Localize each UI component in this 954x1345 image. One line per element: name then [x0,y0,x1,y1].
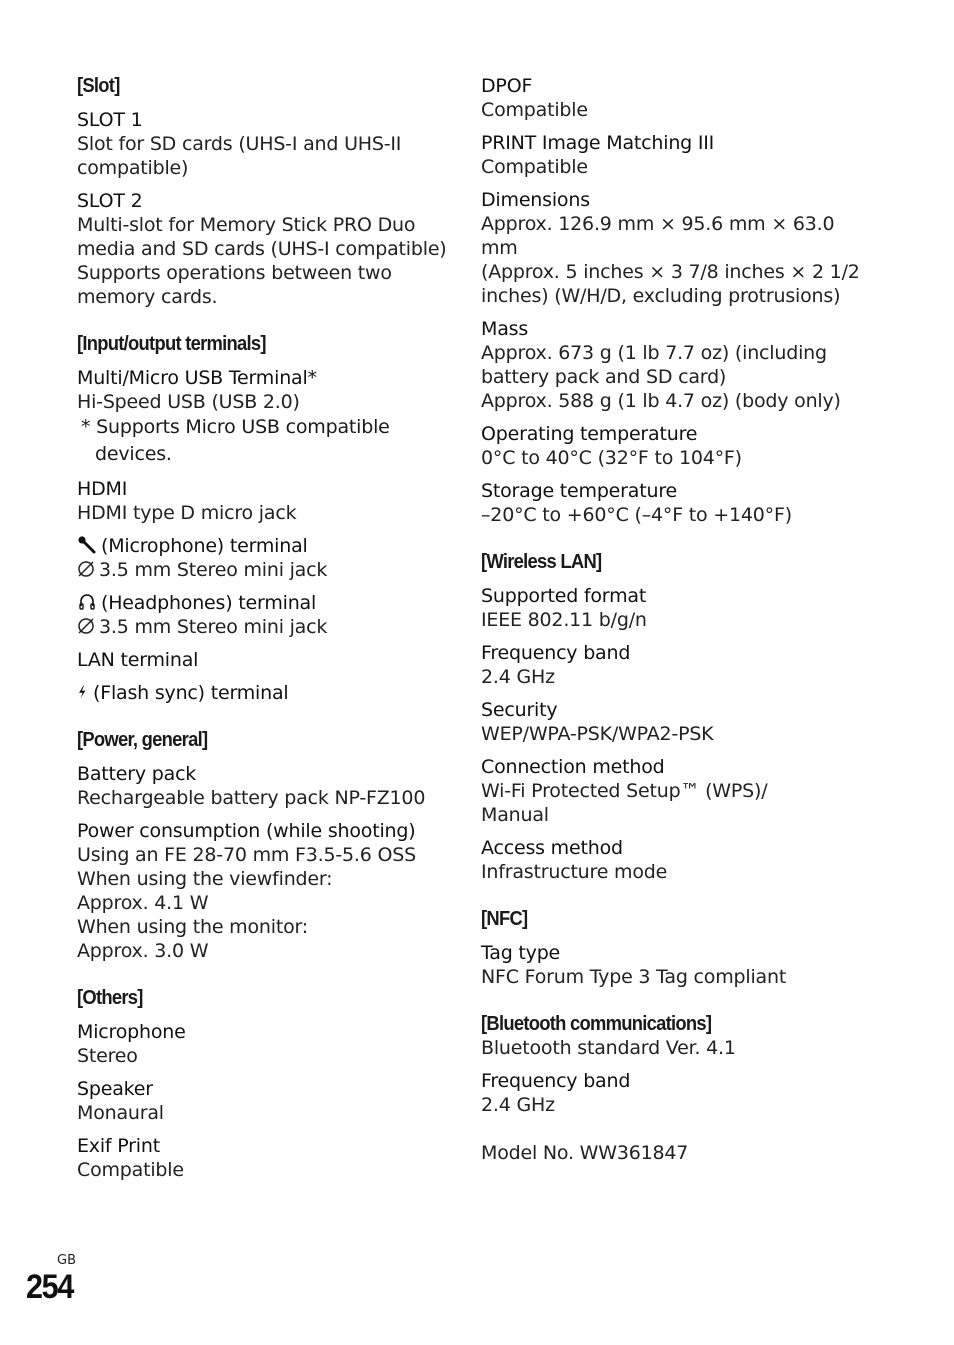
region-code: GB [57,1253,76,1268]
section-heading: [Input/output terminals] [77,333,266,355]
spec-value: Approx. 126.9 mm × 95.6 mm × 63.0 mm [481,213,835,259]
section-heading: [NFC] [481,908,528,930]
spec-label: Power consumption (while shooting) [77,820,416,842]
spec-label: Exif Print [77,1135,160,1157]
spec-storage-temp [481,479,861,527]
spec-label: Frequency band [481,1070,631,1092]
spec-value: 3.5 mm Stereo mini jack [99,616,328,638]
diameter-icon [77,617,95,635]
flash-icon [77,682,91,702]
spec-value: Supports operations between two memory cards. [77,262,392,308]
spec-bt-frequency [481,1069,861,1117]
microphone-icon [77,535,97,555]
spec-lan [77,648,457,672]
spec-value: Slot for SD cards (UHS-I and UHS-II compatible) [77,133,402,179]
spec-label: (Microphone) terminal [101,535,308,557]
spec-value: 2.4 GHz [481,666,555,688]
spec-label: Tag type [481,942,561,964]
spec-value: 3.5 mm Stereo mini jack [99,559,328,581]
spec-label: Frequency band [481,642,631,664]
spec-label: Connection method [481,756,665,778]
spec-value: WEP/WPA-PSK/WPA2-PSK [481,723,714,745]
section-power [77,728,457,963]
spec-pim [481,131,861,179]
spec-value: Wi-Fi Protected Setup™ (WPS)/ Manual [481,780,768,826]
spec-access [481,836,861,884]
spec-speaker [77,1077,457,1125]
section-heading: [Slot] [77,75,120,97]
spec-exif [77,1134,457,1182]
spec-label: Operating temperature [481,423,698,445]
section-nfc [481,907,861,989]
section-io [77,332,457,705]
section-heading: [Others] [77,987,143,1009]
spec-label: Storage temperature [481,480,678,502]
left-column [77,74,457,1191]
spec-dimensions [481,188,861,308]
spec-value: When using the viewfinder: [77,868,333,890]
spec-connection [481,755,861,827]
spec-value: Approx. 673 g (1 lb 7.7 oz) (including battery pack and SD card) [481,342,827,388]
spec-mass [481,317,861,413]
spec-frequency [481,641,861,689]
right-column [481,74,861,1165]
spec-value: 0°C to 40°C (32°F to 104°F) [481,447,742,469]
spec-value: Stereo [77,1045,138,1067]
spec-label: DPOF [481,75,533,97]
spec-usb [77,366,457,468]
spec-label: Supported format [481,585,647,607]
spec-label: Access method [481,837,623,859]
spec-label: (Flash sync) terminal [93,682,289,704]
spec-label: Microphone [77,1021,186,1043]
spec-value: Infrastructure mode [481,861,668,883]
spec-tag-type [481,941,861,989]
spec-label: SLOT 1 [77,109,143,131]
spec-value: Using an FE 28-70 mm F3.5-5.6 OSS [77,844,416,866]
spec-value: HDMI type D micro jack [77,502,297,524]
spec-value: Approx. 4.1 W [77,892,209,914]
diameter-icon [77,560,95,578]
section-heading: [Wireless LAN] [481,551,602,573]
spec-format [481,584,861,632]
spec-label: Speaker [77,1078,153,1100]
spec-power-consumption [77,819,457,963]
model-number: Model No. WW361847 [481,1142,689,1164]
spec-value: Monaural [77,1102,164,1124]
spec-battery [77,762,457,810]
spec-value: IEEE 802.11 b/g/n [481,609,647,631]
section-heading: [Power, general] [77,729,208,751]
spec-slot1 [77,108,457,180]
spec-value: Rechargeable battery pack NP-FZ100 [77,787,426,809]
spec-slot2 [77,189,457,309]
spec-value: Approx. 588 g (1 lb 4.7 oz) (body only) [481,390,841,412]
spec-value: 2.4 GHz [481,1094,555,1116]
spec-dpof [481,74,861,122]
spec-label: PRINT Image Matching III [481,132,715,154]
spec-value: NFC Forum Type 3 Tag compliant [481,966,787,988]
spec-operating-temp [481,422,861,470]
section-heading: [Bluetooth communications] [481,1013,712,1035]
spec-value: When using the monitor: [77,916,308,938]
spec-flash-sync [77,681,457,705]
spec-label: Battery pack [77,763,197,785]
spec-value: –20°C to +60°C (–4°F to +140°F) [481,504,792,526]
spec-microphone [77,1020,457,1068]
spec-label: SLOT 2 [77,190,143,212]
spec-hdmi [77,477,457,525]
footnote: * Supports Micro USB compatible devices. [81,416,390,465]
section-slot [77,74,457,309]
headphones-icon [77,592,97,612]
spec-mic-terminal [77,534,457,582]
section-wireless-lan [481,550,861,884]
spec-headphones-terminal [77,591,457,639]
page-number: 254 [26,1268,74,1306]
spec-value: Hi-Speed USB (USB 2.0) [77,391,300,413]
spec-label: Multi/Micro USB Terminal* [77,367,317,389]
spec-bt-standard [481,1036,861,1060]
spec-label: Mass [481,318,529,340]
spec-value: Multi-slot for Memory Stick PRO Duo media and SD cards (UHS-I compatible) [77,214,447,260]
spec-value: Bluetooth standard Ver. 4.1 [481,1037,736,1059]
spec-label: HDMI [77,478,128,500]
spec-label: Dimensions [481,189,590,211]
spec-security [481,698,861,746]
spec-label: (Headphones) terminal [101,592,317,614]
spec-value: (Approx. 5 inches × 3 7/8 inches × 2 1/2 inches) (W/H/D, excluding protrusions) [481,261,860,307]
spec-label: Security [481,699,558,721]
spec-value: Compatible [77,1159,184,1181]
spec-label: LAN terminal [77,649,199,671]
spec-value: Compatible [481,99,588,121]
section-others [77,986,457,1182]
spec-value: Approx. 3.0 W [77,940,209,962]
spec-value: Compatible [481,156,588,178]
section-bluetooth [481,1012,861,1117]
